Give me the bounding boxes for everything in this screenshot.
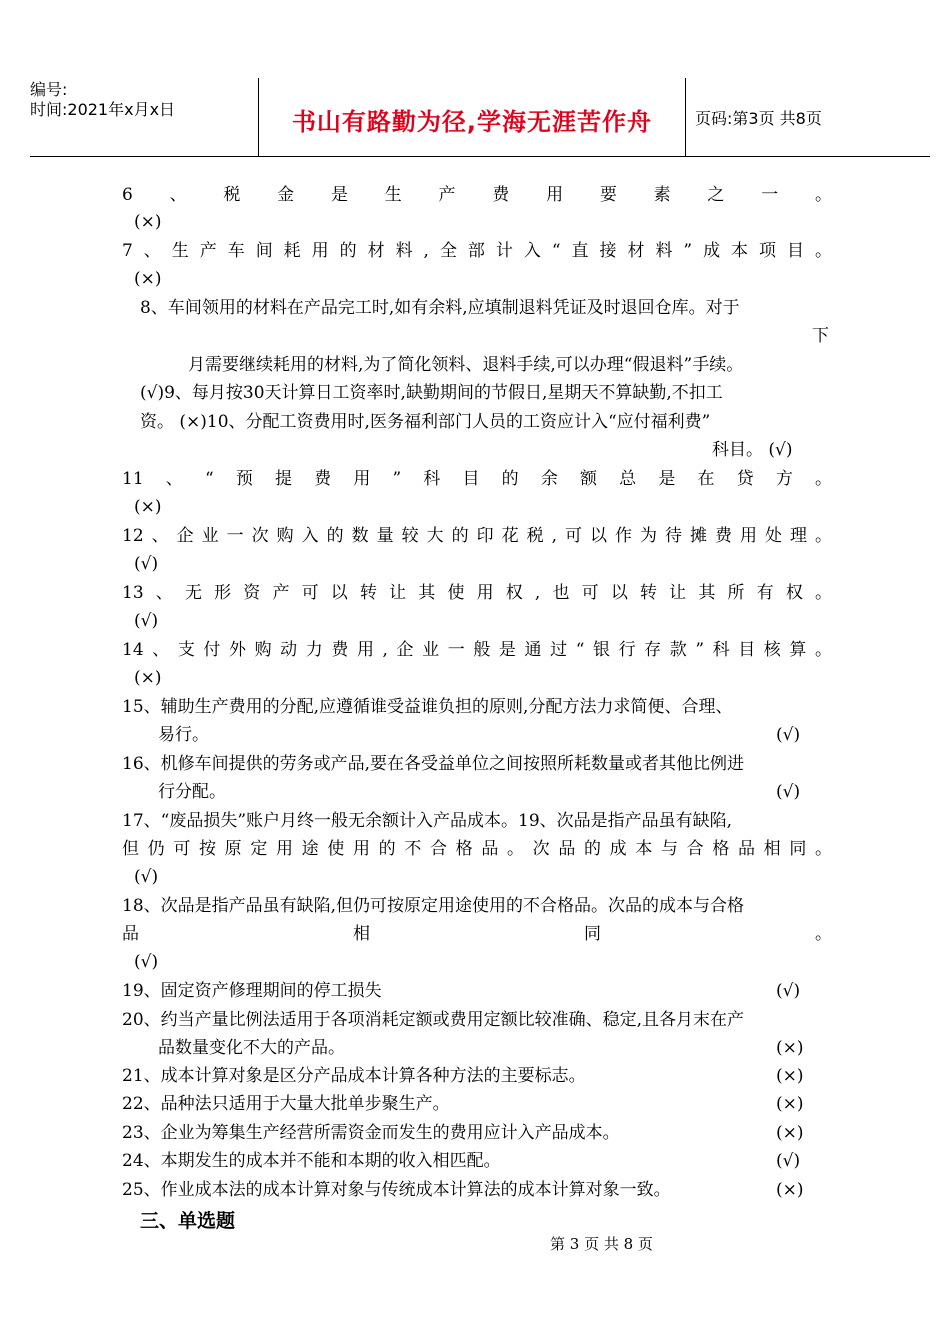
header-right bbox=[685, 78, 930, 156]
item-20-line-1: 20、约当产量比例法适用于各项消耗定额或费用定额比较准确、稳定,且各月末在产 bbox=[122, 1010, 745, 1030]
item-22-mark: (×) bbox=[776, 1094, 804, 1114]
item-23-mark: (×) bbox=[776, 1123, 804, 1143]
item-12-mark: (√) bbox=[134, 554, 159, 574]
item-6-mark: (×) bbox=[134, 212, 162, 232]
page-code: 页码:第3页 共8页 bbox=[695, 109, 822, 128]
item-6-text: 6、税金是生产费用要素之一。 bbox=[122, 185, 832, 205]
item-15-mark: (√) bbox=[776, 725, 801, 745]
document-time-label: 时间:2021年x月x日 bbox=[30, 100, 176, 119]
item-9-line: (√)9、每月按30天计算日工资率时,缺勤期间的节假日,星期天不算缺勤,不扣工 bbox=[140, 383, 723, 403]
item-15-line-2: 易行。 bbox=[158, 725, 209, 745]
page-header bbox=[30, 78, 930, 157]
item-18-line-1: 18、次品是指产品虽有缺陷,但仍可按原定用途使用的不合格品。次品的成本与合格 bbox=[122, 896, 745, 916]
header-center bbox=[258, 78, 686, 156]
item-25-mark: (×) bbox=[776, 1180, 804, 1200]
item-21-text: 21、成本计算对象是区分产品成本计算各种方法的主要标志。 bbox=[122, 1066, 586, 1086]
item-16-mark: (√) bbox=[776, 782, 801, 802]
item-8-line-1: 8、车间领用的材料在产品完工时,如有余料,应填制退料凭证及时退回仓库。对于 bbox=[140, 298, 740, 318]
item-10-line: 资。 (×)10、分配工资费用时,医务福利部门人员的工资应计入“应付福利费” bbox=[140, 412, 711, 432]
item-11-text: 11、“预提费用”科目的余额总是在贷方。 bbox=[122, 469, 832, 489]
item-18-mark: (√) bbox=[134, 952, 159, 972]
item-8-line-3: 月需要继续耗用的材料,为了简化领料、退料手续,可以办理“假退料”手续。 bbox=[188, 355, 744, 375]
item-7-mark: (×) bbox=[134, 269, 162, 289]
item-24-mark: (√) bbox=[776, 1151, 801, 1171]
item-21-mark: (×) bbox=[776, 1066, 804, 1086]
item-20-mark: (×) bbox=[776, 1038, 804, 1058]
item-23-text: 23、企业为筹集生产经营所需资金而发生的费用应计入产品成本。 bbox=[122, 1123, 620, 1143]
item-11-mark: (×) bbox=[134, 497, 162, 517]
item-17-line-1: 17、“废品损失”账户月终一般无余额计入产品成本。19、次品是指产品虽有缺陷, bbox=[122, 811, 733, 831]
item-7-text: 7、生产车间耗用的材料,全部计入“直接材料”成本项目。 bbox=[122, 241, 832, 261]
item-12-text: 12、企业一次购入的数量较大的印花税,可以作为待摊费用处理。 bbox=[122, 526, 832, 546]
item-17-line-2: 但仍可按原定用途使用的不合格品。次品的成本与合格品相同。 bbox=[122, 839, 832, 859]
document-number-label: 编号: bbox=[30, 80, 68, 99]
item-25-text: 25、作业成本法的成本计算对象与传统成本计算法的成本计算对象一致。 bbox=[122, 1180, 671, 1200]
header-motto: 书山有路勤为径,学海无涯苦作舟 bbox=[291, 108, 653, 136]
item-16-line-1: 16、机修车间提供的劳务或产品,要在各受益单位之间按照所耗数量或者其他比例进 bbox=[122, 754, 745, 774]
item-19-text: 19、固定资产修理期间的停工损失 bbox=[122, 981, 382, 1001]
item-14-text: 14、支付外购动力费用,企业一般是通过“银行存款”科目核算。 bbox=[122, 640, 832, 660]
item-13-text: 13、无形资产可以转让其使用权,也可以转让其所有权。 bbox=[122, 583, 832, 603]
item-17-mark: (√) bbox=[134, 867, 159, 887]
header-left bbox=[30, 78, 258, 158]
item-22-text: 22、品种法只适用于大量大批单步聚生产。 bbox=[122, 1094, 450, 1114]
item-18-line-2: 品相同。 bbox=[122, 924, 832, 944]
item-16-line-2: 行分配。 bbox=[158, 782, 226, 802]
page-footer: 第 3 页 共 8 页 bbox=[550, 1235, 653, 1253]
item-8-line-2: 下 bbox=[812, 326, 829, 346]
item-13-mark: (√) bbox=[134, 611, 159, 631]
item-14-mark: (×) bbox=[134, 668, 162, 688]
section-title: 三、单选题 bbox=[140, 1210, 236, 1232]
item-15-line-1: 15、辅助生产费用的分配,应遵循谁受益谁负担的原则,分配方法力求简便、合理、 bbox=[122, 697, 733, 717]
item-19-mark: (√) bbox=[776, 981, 801, 1001]
item-10-line-2: 科目。 (√) bbox=[712, 440, 793, 460]
item-24-text: 24、本期发生的成本并不能和本期的收入相匹配。 bbox=[122, 1151, 501, 1171]
item-20-line-2: 品数量变化不大的产品。 bbox=[158, 1038, 345, 1058]
